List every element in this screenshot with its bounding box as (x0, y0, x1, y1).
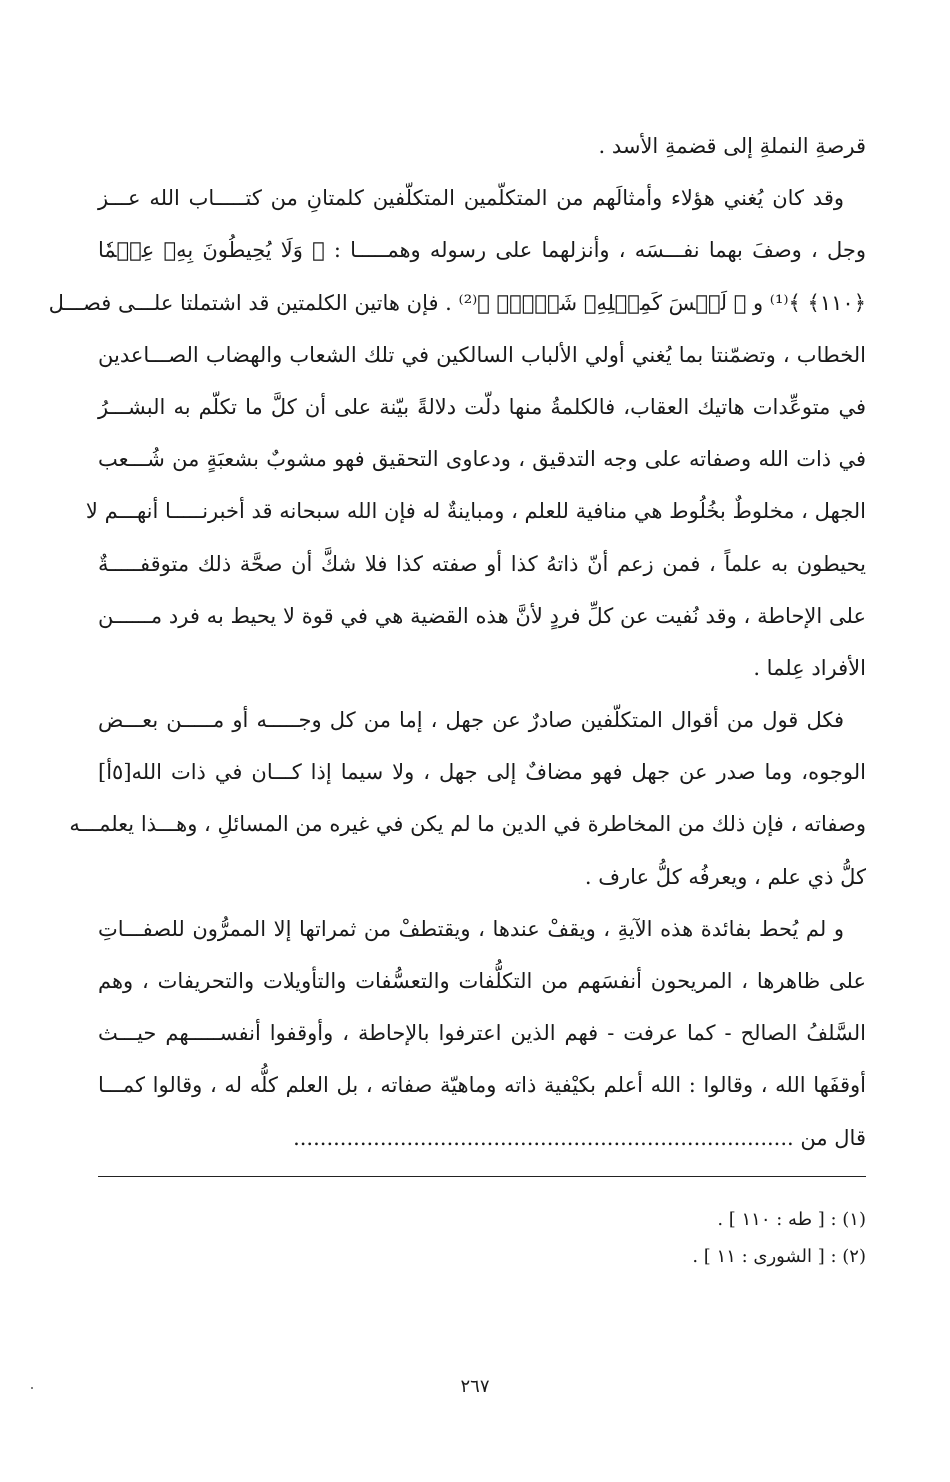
body-line: أوقفَها الله ، وقالوا : الله أعلم بكيْفية ذاته وماهيّة صفاته ، بل العلم كلُّه له ، وقالوا كمـــا (98, 1073, 866, 1098)
body-line: ﴿١١٠﴾ ﴾⁽¹⁾ و ﴿ لَيۡسَ كَمِثۡلِهِۦ شَيۡءٞۖ ﴾⁽²⁾ . فإن هاتين الكلمتين قد اشتملتا علـــى فصـــل (48, 290, 866, 315)
footnotes (98, 1205, 866, 1279)
body-line: الأفراد عِلما . (753, 655, 866, 680)
body-line: السَّلفُ الصالح - كما عرفت - فهم الذين اعترفوا بالإحاطة ، وأوقفوا أنفســـــهم حيـــث (98, 1021, 866, 1046)
body-text (48, 126, 866, 1170)
body-line: في ذات الله وصفاته على وجه التدقيق ، ودعاوى التحقيق فهو مشوبٌ بشعبَةٍ من شُـــعب (98, 447, 866, 472)
body-line: وجل ، وصفَ بهما نفـــسَه ، وأنزلهما على رسوله وهمـــــا : ﴿ وَلَا يُحِيطُونَ بِهِۦ عِلۡمٗا (98, 238, 866, 263)
body-line: على ظاهرها ، المريحون أنفسَهم من التكلُّفات والتعسُّفات والتأويلات والتحريفات ، وهم (98, 969, 866, 993)
body-line: وصفاته ، فإن ذلك من المخاطرة في الدين ما لم يكن في غيره من المسائلِ ، وهـــذا يعلمـــه (69, 812, 866, 837)
body-line: وقد كان يُغني هؤلاء وأمثالَهم من المتكلّمين المتكلّفين كلمتانِ من كتـــــاب الله عـــز (98, 186, 844, 211)
body-line: فكل قول من أقوال المتكلّفين صادرٌ عن جهل ، إما من كل وجـــــه أو مـــــن بعـــض (98, 708, 844, 733)
body-line: قال من ........................................................................... (293, 1125, 866, 1150)
page-number: ٢٦٧ (460, 1376, 490, 1397)
footnote-2: (٢) : [ الشورى : ١١ ] . (692, 1246, 866, 1267)
margin-mark (31, 1387, 33, 1389)
body-line: في متوعِّدات هاتيك العقاب، فالكلمةُ منها دلّت دلالةً بيّنة على أن كلَّ ما تكلّم به البشـــرُ (98, 394, 866, 419)
body-line: يحيطون به علماً ، فمن زعم أنّ ذاتهُ كذا أو صفته كذا فلا شكَّ أن صحَّة ذلك متوقفـــــةٌ (98, 551, 866, 576)
footnote-1: (١) : [ طه : ١١٠ ] . (717, 1209, 866, 1230)
body-line: قرصةِ النملةِ إلى قضمةِ الأسد . (598, 134, 866, 158)
body-line: كلُّ ذي علم ، ويعرفُه كلُّ عارف . (584, 864, 866, 889)
body-line: الوجوه، وما صدر عن جهل فهو مضافٌ إلى جهل ، ولا سيما إذا كـــان في ذات الله[٥أ] (98, 760, 866, 785)
body-line: الجهل ، مخلوطٌ بخُلُوط هي منافية للعلم ، ومباينةٌ له فإن الله سبحانه قد أخبرنـــــا أنهـــم لا (85, 499, 866, 524)
body-line: و لم يُحط بفائدة هذه الآيةِ ، ويقفْ عندها ، ويقتطفْ من ثمراتها إلا الممرُّون للصفـــاتِ (98, 916, 844, 941)
footnote-separator (98, 1176, 866, 1177)
body-line: الخطاب ، وتضمّنتا بما يُغني أولي الألباب السالكين في تلك الشعاب والهضاب الصـــاعدين (98, 342, 866, 367)
body-line: على الإحاطة ، وقد نُفيت عن كلِّ فردٍ لأنَّ هذه القضية هي في قوة لا يحيط به فرد مــــــن (98, 603, 866, 628)
